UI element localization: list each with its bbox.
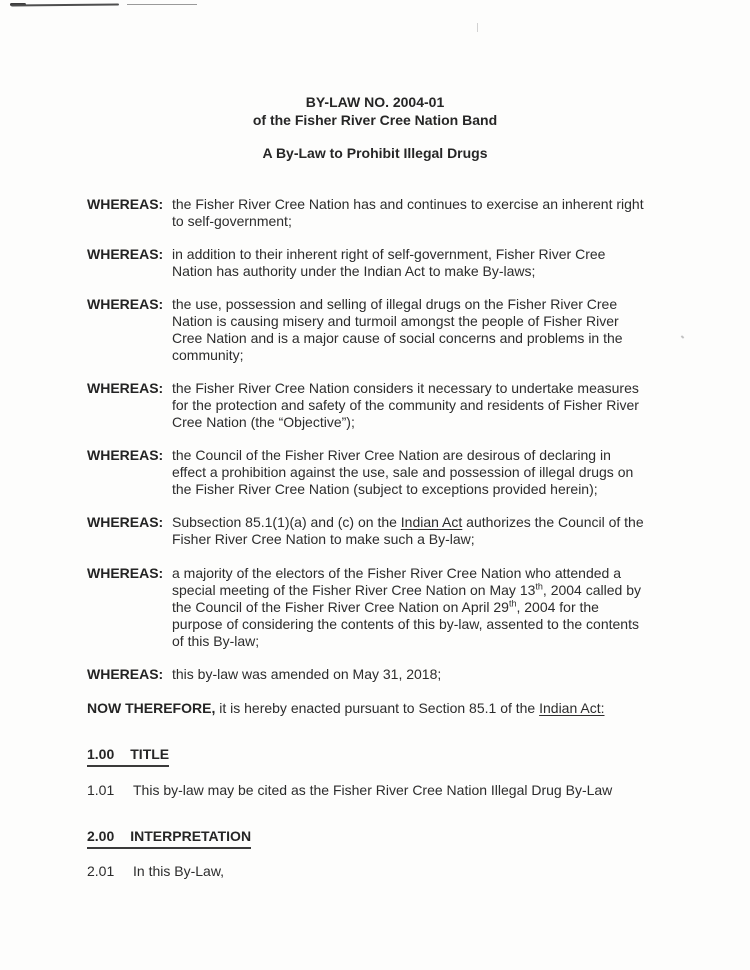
clause-text: the Council of the Fisher River Cree Nation are desirous of declaring in effect a prohibition against the use, sale and possession of illegal drugs on the Fisher River Cree Nation (subject to exceptions provided herein);: [172, 447, 634, 497]
clause-text: the use, possession and selling of illegal drugs on the Fisher River Cree Nation is causing misery and turmoil amongst the people of Fisher River Cree Nation and is a major cause of social concerns and problems in the community;: [172, 296, 623, 363]
whereas-clause: [87, 246, 750, 280]
section-item-text: This by-law may be cited as the Fisher River Cree Nation Illegal Drug By-Law: [133, 782, 613, 798]
section-heading: [87, 746, 169, 767]
clause-text: this by-law was amended on May 31, 2018;: [172, 666, 442, 682]
section-item-text: In this By-Law,: [133, 863, 225, 879]
section-number: 2.00: [87, 828, 115, 844]
section-item: [87, 863, 750, 880]
band-name-title: of the Fisher River Cree Nation Band: [252, 112, 498, 128]
clause-text: in addition to their inherent right of self-government, Fisher River Cree Nation has authority under the Indian Act to make By-laws;: [172, 246, 606, 279]
enactment-clause: [87, 700, 750, 717]
scan-artifact-line: [11, 4, 119, 7]
section-heading-label: INTERPRETATION: [130, 828, 252, 844]
section-item: [87, 782, 750, 799]
whereas-clauses: [0, 196, 750, 683]
section-item-number: 2.01: [87, 863, 115, 879]
whereas-clause: [87, 514, 750, 548]
document-subtitle: A By-Law to Prohibit Illegal Drugs: [262, 145, 488, 161]
clause-label: WHEREAS:: [87, 514, 164, 530]
whereas-clause: [87, 447, 750, 498]
clause-text: the Fisher River Cree Nation has and continues to exercise an inherent right to self-government;: [172, 196, 644, 229]
clause-label: WHEREAS:: [87, 196, 164, 212]
clause-label: WHEREAS:: [87, 666, 164, 682]
section-item-number: 1.01: [87, 782, 115, 798]
clause-label: WHEREAS:: [87, 246, 164, 262]
clause-text: Subsection 85.1(1)(a) and (c) on the Indian Act authorizes the Council of the Fisher River Cree Nation to make such a By-law;: [172, 514, 644, 547]
enactment-label: NOW THEREFORE,: [87, 700, 216, 716]
scan-artifact-tick: [477, 23, 478, 32]
whereas-clause: [87, 296, 750, 364]
whereas-clause: [87, 196, 750, 230]
scan-artifact-line: [127, 4, 197, 5]
section-number: 1.00: [87, 746, 115, 762]
whereas-clause: [87, 666, 750, 683]
clause-label: WHEREAS:: [87, 296, 164, 312]
whereas-clause: [87, 380, 750, 431]
clause-label: WHEREAS:: [87, 447, 164, 463]
clause-label: WHEREAS:: [87, 380, 164, 396]
document-header: [0, 93, 750, 162]
clause-label: WHEREAS:: [87, 565, 164, 581]
section-heading: [87, 828, 251, 849]
clause-text: the Fisher River Cree Nation considers it necessary to undertake measures for the protection and safety of the community and residents of Fisher River Cree Nation (the “Objective”);: [172, 380, 639, 430]
bylaw-number-title: BY-LAW NO. 2004-01: [305, 94, 445, 110]
section-heading-label: TITLE: [130, 746, 170, 762]
enactment-text: it is hereby enacted pursuant to Section 85.1 of the Indian Act:: [215, 700, 605, 716]
section-interpretation-block: [0, 799, 750, 880]
whereas-clause: [87, 565, 750, 650]
clause-text: a majority of the electors of the Fisher River Cree Nation who attended a special meeting of the Fisher River Cree Nation on May 13th, 2004 called by the Council of the Fisher River Cree Nation on April 29th, 2004 for the purpose of considering the contents of this by-law, assented to the contents of this By-law;: [172, 565, 641, 649]
section-title-block: [0, 717, 750, 799]
